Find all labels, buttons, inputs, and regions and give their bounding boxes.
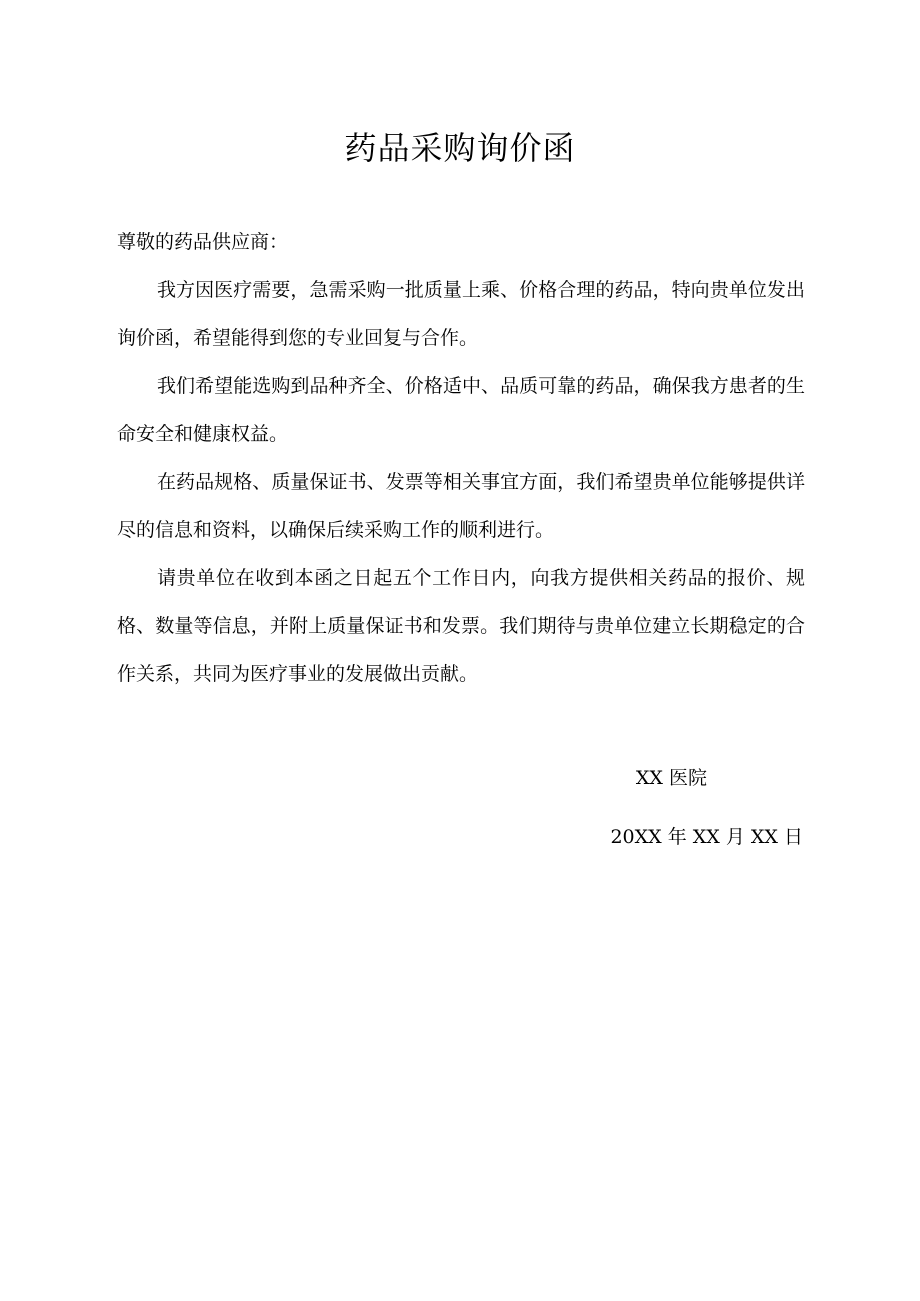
salutation: 尊敬的药品供应商： <box>117 231 289 253</box>
body-paragraph-4: 请贵单位在收到本函之日起五个工作日内，向我方提供相关药品的报价、规格、数量等信息，并附上质量保证书和发票。我们期待与贵单位建立长期稳定的合作关系，共同为医疗事业的发展做出贡献。 <box>117 567 805 685</box>
signature-date: 20XX 年 XX 月 XX 日 <box>610 826 803 848</box>
body-paragraph-2: 我们希望能选购到品种齐全、价格适中、品质可靠的药品，确保我方患者的生命安全和健康权益。 <box>117 375 805 445</box>
body-paragraph-1: 我方因医疗需要，急需采购一批质量上乘、价格合理的药品，特向贵单位发出询价函，希望能得到您的专业回复与合作。 <box>117 279 805 349</box>
signature-organization: XX 医院 <box>635 767 707 789</box>
body-paragraph-3: 在药品规格、质量保证书、发票等相关事宜方面，我们希望贵单位能够提供详尽的信息和资料，以确保后续采购工作的顺利进行。 <box>117 471 805 541</box>
document-title: 药品采购询价函 <box>344 129 576 167</box>
